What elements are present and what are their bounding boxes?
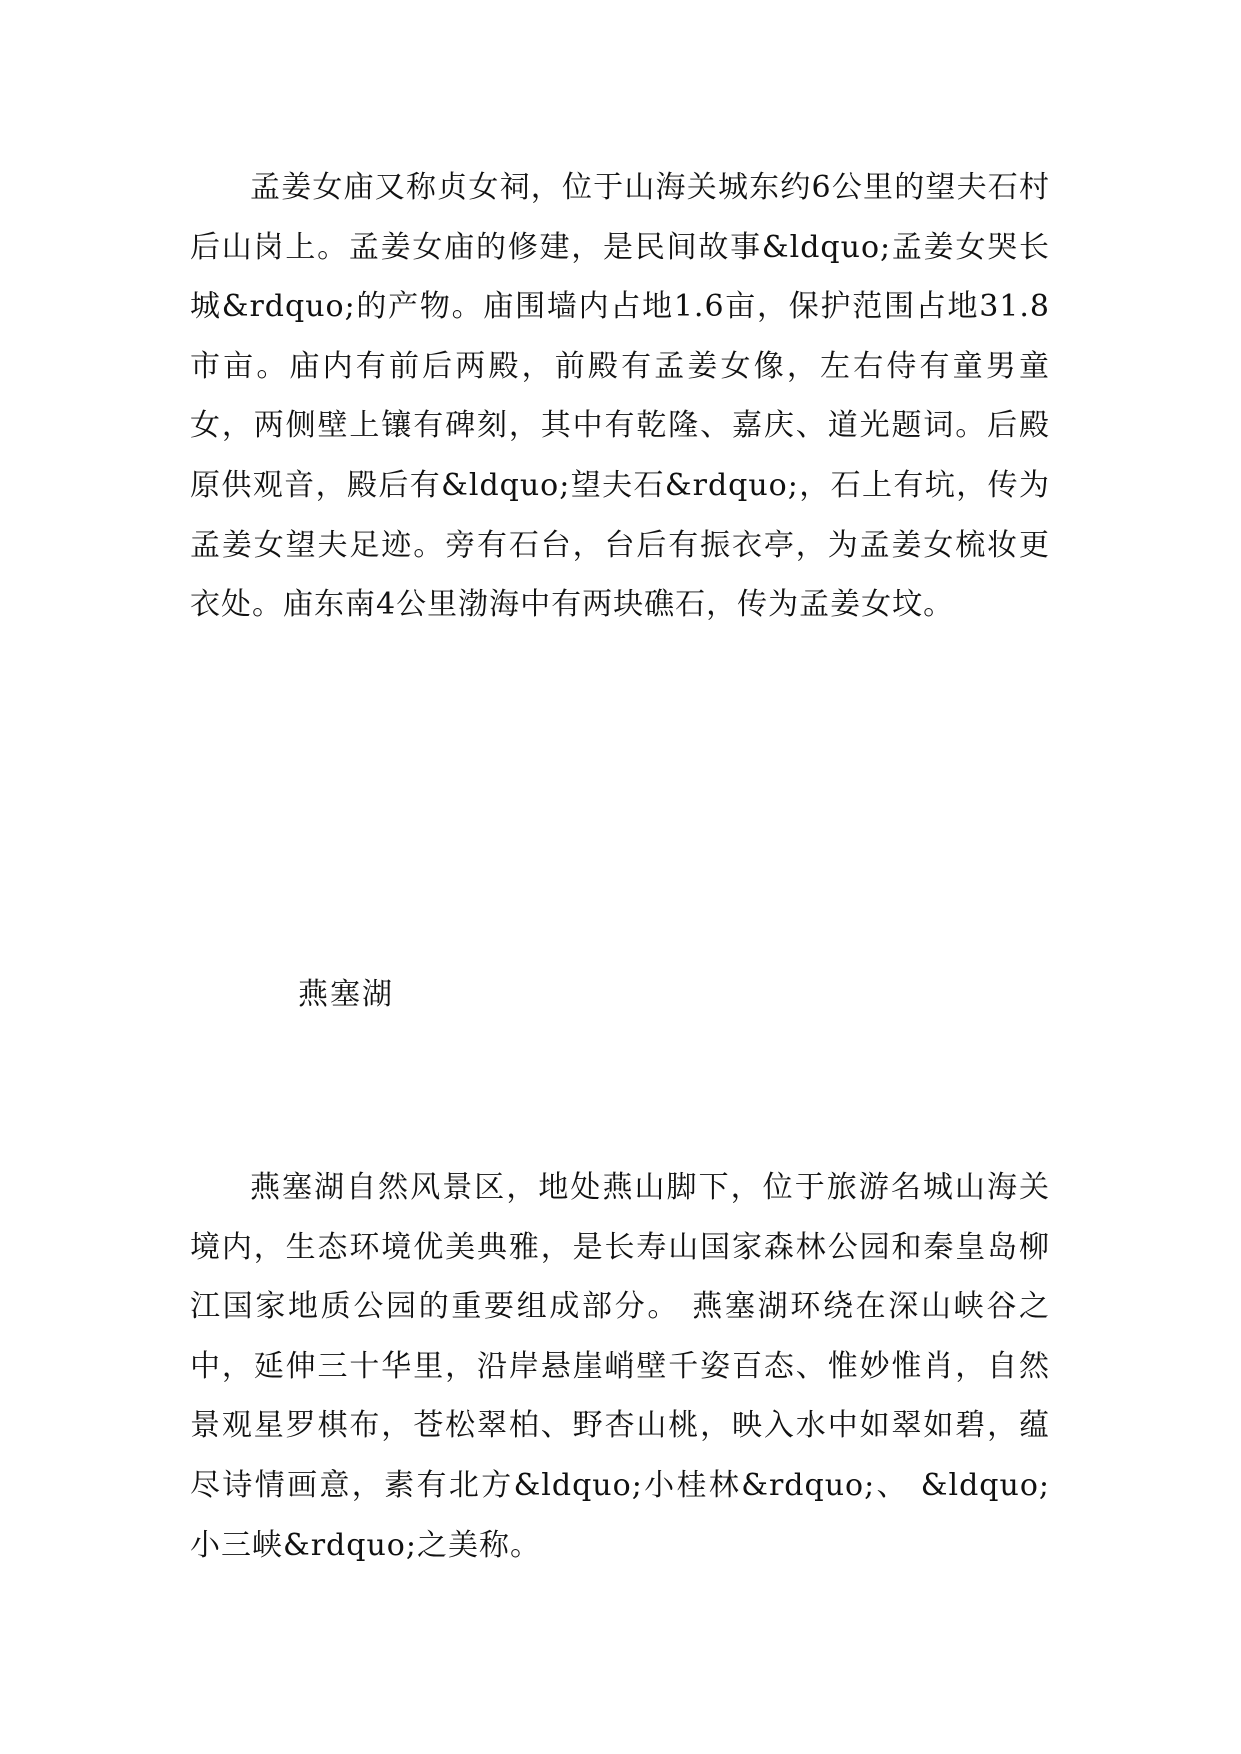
paragraph-yansai-lake: 燕塞湖自然风景区，地处燕山脚下，位于旅游名城山海关境内，生态环境优美典雅，是长寿山国家森林公园和秦皇岛柳江国家地质公园的重要组成部分。 燕塞湖环绕在深山峡谷之中，延伸三十华里，沿岸悬崖峭壁千姿百态、惟妙惟肖，自然景观星罗棋布，苍松翠柏、野杏山桃，映入水中如翠如碧，蕴尽诗情画意，素有北方&ldquo;小桂林&rdquo;、 &ldquo;小三峡&rdquo;之美称。 [190,1170,1050,1563]
paragraph-mengjiangnu-temple: 孟姜女庙又称贞女祠，位于山海关城东约6公里的望夫石村后山岗上。孟姜女庙的修建，是民间故事&ldquo;孟姜女哭长城&rdquo;的产物。庙围墙内占地1.6亩，保护范围占地31.8市亩。庙内有前后两殿，前殿有孟姜女像，左右侍有童男童女，两侧壁上镶有碑刻，其中有乾隆、嘉庆、道光题词。后殿原供观音，殿后有&ldquo;望夫石&rdquo;，石上有坑，传为孟姜女望夫足迹。旁有石台，台后有振衣亭，为孟姜女梳妆更衣处。庙东南4公里渤海中有两块礁石，传为孟姜女坟。 [190,170,1050,623]
section-heading-yansai-lake: 燕塞湖 [298,977,394,1012]
